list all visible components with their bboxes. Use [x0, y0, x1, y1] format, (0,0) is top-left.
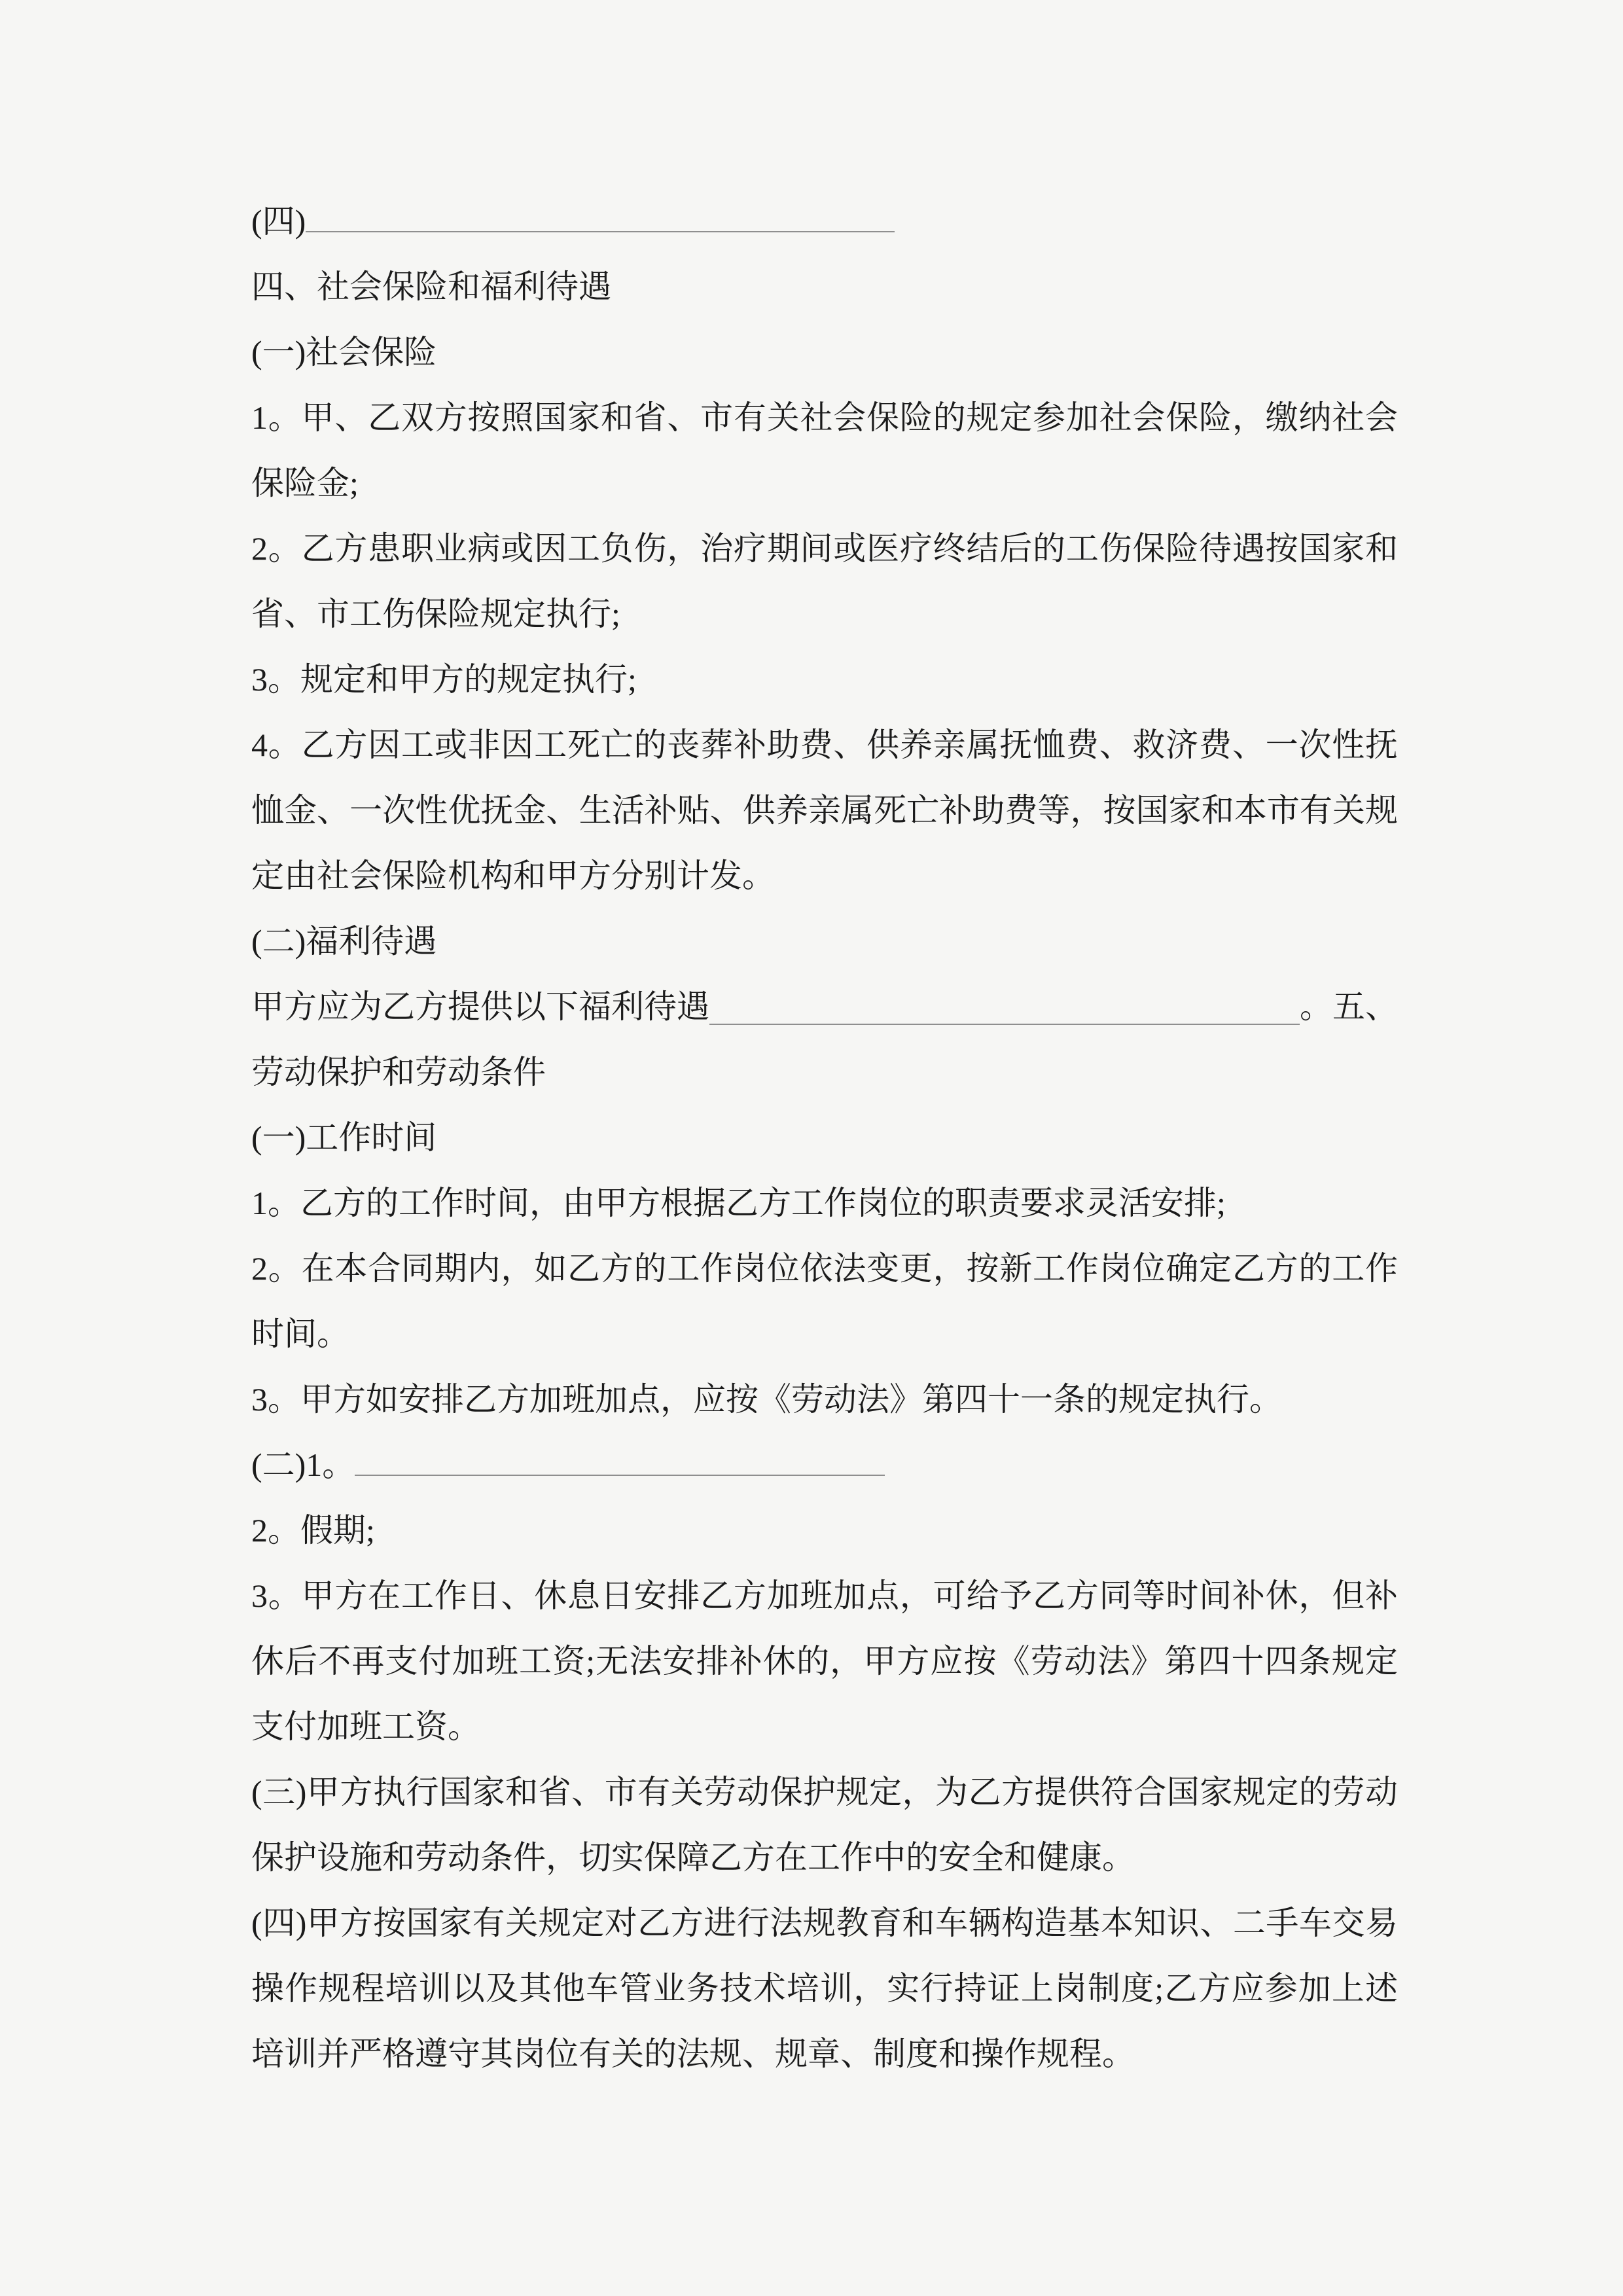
contract-line: 3。规定和甲方的规定执行; [251, 661, 637, 698]
fill-in-line [251, 188, 1398, 254]
contract-line: (四)甲方按国家有关规定对乙方进行法规教育和车辆构造基本知识、二手车交易 [251, 1905, 1398, 1941]
contract-line: 定由社会保险机构和甲方分别计发。 [251, 857, 775, 894]
contract-line: 省、市工伤保险规定执行; [251, 596, 620, 632]
contract-line: 支付加班工资。 [251, 1708, 480, 1745]
fill-in-blank [709, 1024, 1300, 1025]
contract-line: 3。甲方如安排乙方加班加点，应按《劳动法》第四十一条的规定执行。 [251, 1381, 1282, 1418]
contract-line: 时间。 [251, 1316, 349, 1352]
contract-line: 3。甲方在工作日、休息日安排乙方加班加点，可给予乙方同等时间补休，但补 [251, 1577, 1398, 1614]
fill-in-line [251, 974, 1398, 1039]
contract-line: 培训并严格遵守其岗位有关的法规、规章、制度和操作规程。 [251, 2036, 1135, 2072]
contract-line: 2。乙方患职业病或因工负伤，治疗期间或医疗终结后的工伤保险待遇按国家和 [251, 530, 1398, 567]
contract-line: 2。假期; [251, 1512, 375, 1549]
contract-line: 1。乙方的工作时间，由甲方根据乙方工作岗位的职责要求灵活安排; [251, 1185, 1226, 1221]
line-text: (二)1。 [251, 1446, 355, 1483]
contract-line: 恤金、一次性优抚金、生活补贴、供养亲属死亡补助费等，按国家和本市有关规 [251, 792, 1398, 829]
line-text: 甲方应为乙方提供以下福利待遇 [251, 988, 709, 1025]
fill-in-line [251, 1432, 1398, 1498]
section-heading: (一)社会保险 [251, 334, 437, 370]
section-heading: (一)工作时间 [251, 1119, 437, 1156]
section-heading: 劳动保护和劳动条件 [251, 1054, 546, 1090]
contract-body [251, 188, 1398, 2087]
contract-line: 保护设施和劳动条件，切实保障乙方在工作中的安全和健康。 [251, 1839, 1135, 1876]
contract-line: 操作规程培训以及其他车管业务技术培训，实行持证上岗制度;乙方应参加上述 [251, 1970, 1398, 2007]
contract-line: 保险金; [251, 465, 359, 501]
section-heading: 四、社会保险和福利待遇 [251, 268, 611, 305]
contract-line: (三)甲方执行国家和省、市有关劳动保护规定，为乙方提供符合国家规定的劳动 [251, 1774, 1398, 1810]
contract-line: 休后不再支付加班工资;无法安排补休的，甲方应按《劳动法》第四十四条规定 [251, 1643, 1398, 1679]
line-text: 。五、 [1300, 988, 1398, 1025]
fill-in-blank [306, 197, 895, 232]
contract-line: 4。乙方因工或非因工死亡的丧葬补助费、供养亲属抚恤费、救济费、一次性抚 [251, 726, 1398, 763]
contract-line: 1。甲、乙双方按照国家和省、市有关社会保险的规定参加社会保险，缴纳社会 [251, 399, 1398, 436]
section-heading: (二)福利待遇 [251, 923, 437, 960]
line-text: (四) [251, 203, 306, 240]
contract-line: 2。在本合同期内，如乙方的工作岗位依法变更，按新工作岗位确定乙方的工作 [251, 1250, 1398, 1287]
fill-in-blank [355, 1441, 885, 1476]
